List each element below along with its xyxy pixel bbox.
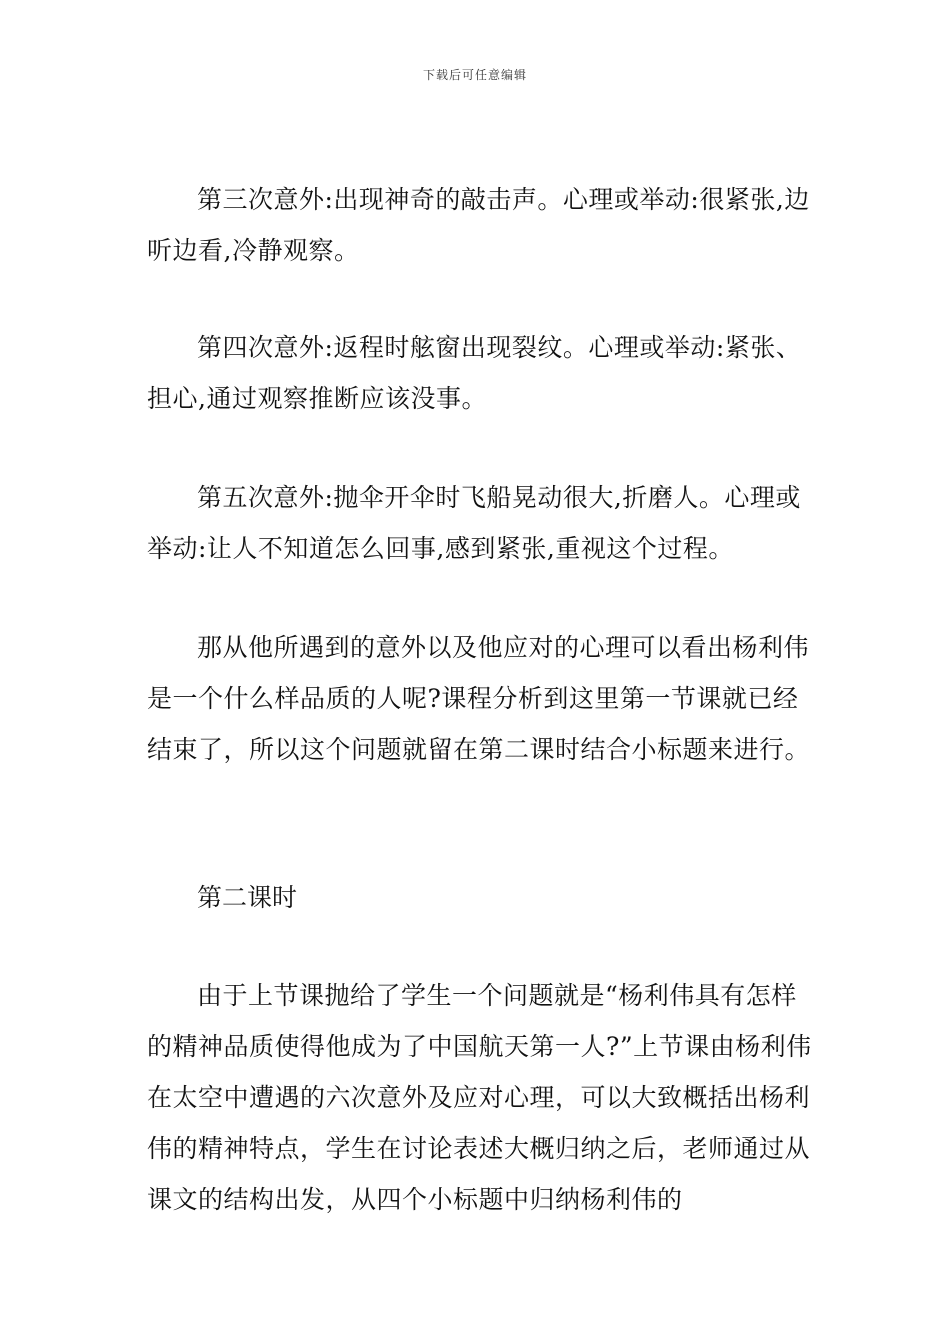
section-heading-second-lesson: 第二课时 <box>197 883 298 912</box>
page-header: 下载后可任意编辑 <box>422 68 527 82</box>
paragraph-second-lesson-intro: 由于上节课抛给了学生一个问题就是“杨利伟具有怎样的精神品质使得他成为了中国航天第一人?”上节课由杨利伟在太空中遭遇的六次意外及应对心理，可以大致概括出杨利伟的精神特点，学生在讨论表述大概归纳之后，老师通过从课文的结构出发，从四个小标题中归纳杨利伟的 <box>147 981 812 1214</box>
paragraph-third-accident: 第三次意外:出现神奇的敲击声。心理或举动:很紧张,边听边看,冷静观察。 <box>147 185 810 265</box>
paragraph-summary-question: 那从他所遇到的意外以及他应对的心理可以看出杨利伟是一个什么样品质的人呢?课程分析到这里第一节课就已经结束了，所以这个问题就留在第二课时结合小标题来进行。 <box>147 633 811 764</box>
paragraph-fifth-accident: 第五次意外:抛伞开伞时飞船晃动很大,折磨人。心理或举动:让人不知道怎么回事,感到紧张,重视这个过程。 <box>147 483 801 563</box>
paragraph-fourth-accident: 第四次意外:返程时舷窗出现裂纹。心理或举动:紧张、担心,通过观察推断应该没事。 <box>147 333 802 413</box>
